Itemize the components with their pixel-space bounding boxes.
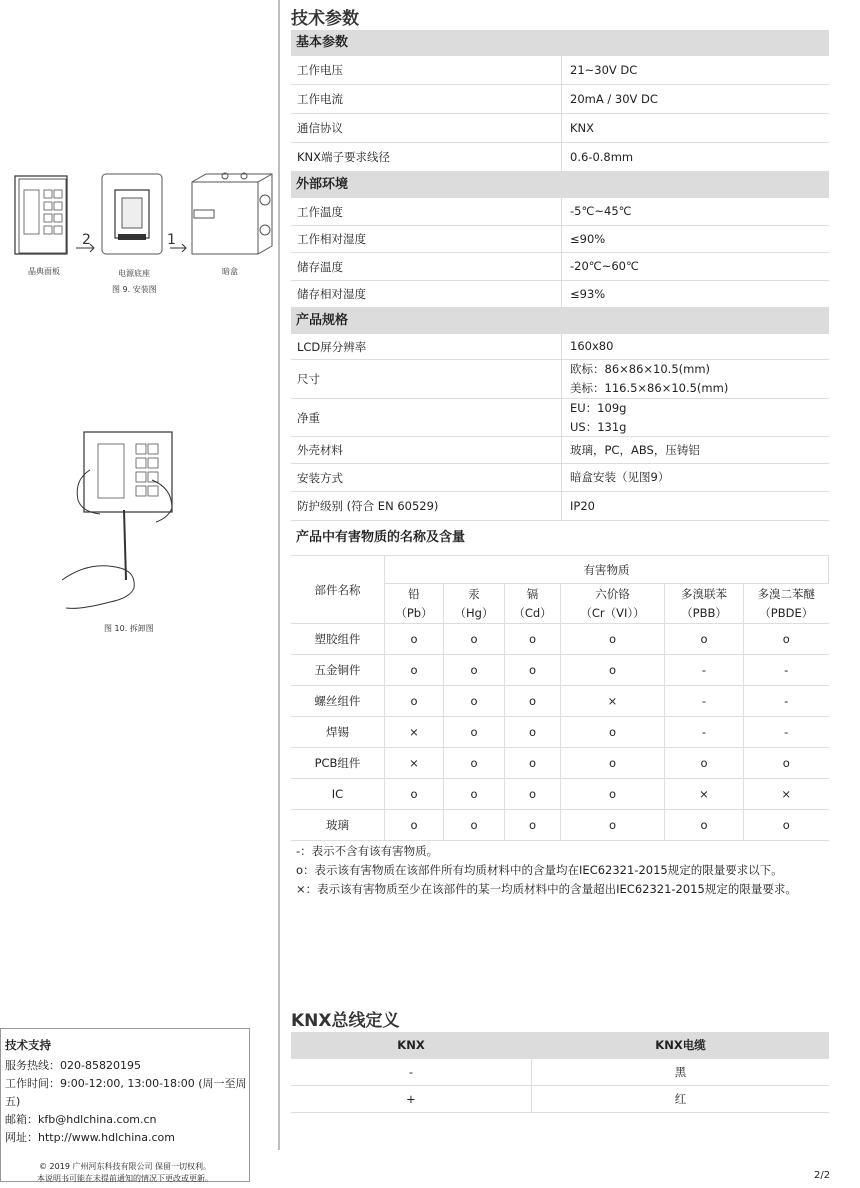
column-divider [278,0,280,1150]
substance-header: 多溴联苯 （PBB） [665,584,744,624]
table-row: IC o o o o × × [291,779,829,810]
table-header-row: KNX KNX电缆 [291,1032,829,1059]
box-label: 暗盒 [222,267,238,276]
panel-label: 晶典面板 [28,267,60,276]
table-row: PCB组件 × o o o o o [291,748,829,779]
tech-params-title: 技术参数 [291,9,359,29]
table-row: LCD屏分辨率 160x80 [291,334,829,360]
substance-header: 多溴二苯醚 （PBDE） [744,584,829,624]
table-row: 工作相对湿度 ≤90% [291,226,829,253]
disclaimer: 本说明书可能在未提前通知的情况下更改或更新。 [37,1174,213,1183]
substance-header: 六价铬 （Cr（VI）） [561,584,665,624]
substance-header: 铅 （Pb） [385,584,444,624]
table-row: 焊锡 × o o o - - [291,717,829,748]
table-row: 塑胶组件 o o o o o o [291,624,829,655]
hazard-table [291,555,829,841]
work-hours: 工作时间：9:00-12:00, 13:00-18:00 (周一至周五) [5,1077,247,1108]
table-row: 工作电流 20mA / 30V DC [291,85,829,114]
table-row: 储存温度 -20℃~60℃ [291,253,829,281]
hazard-title: 产品中有害物质的名称及含量 [296,530,466,545]
table-row: 外壳材料 玻璃，PC，ABS，压铸铝 [291,437,829,464]
step-1-number: 1 [167,232,176,248]
support-title: 技术支持 [5,1038,51,1052]
part-header: 部件名称 [291,556,385,624]
substance-header: 汞 （Hg） [444,584,505,624]
table-row: 储存相对湿度 ≤93% [291,281,829,308]
legend-note: ×：表示该有害物质至少在该部件的某一均质材料中的含量超出IEC62321-2015规定的限量要求。 [296,882,797,896]
table-row: + 红 [291,1086,829,1113]
table-row: 玻璃 o o o o o o [291,810,829,841]
removal-figure [60,430,260,640]
table-row: 防护级别 (符合 EN 60529) IP20 [291,492,829,521]
knx-title: KNX总线定义 [291,1011,400,1031]
figure-10-caption: 图 10. 拆卸图 [104,624,154,633]
basic-params-header: 基本参数 [291,30,829,56]
table-row: 工作电压 21~30V DC [291,56,829,85]
table-row: 工作温度 -5℃~45℃ [291,198,829,226]
step-2-number: 2 [82,232,91,248]
table-row: 螺丝组件 o o o × - - [291,686,829,717]
table-row: 尺寸 欧标：86×86×10.5(mm) 美标：116.5×86×10.5(mm) [291,360,829,399]
substance-group-header: 有害物质 [385,556,829,584]
table-row: - 黑 [291,1059,829,1086]
installation-figure [10,170,275,300]
installation-diagram [10,170,275,270]
copyright: © 2019 广州河东科技有限公司 保留一切权利。 [39,1162,211,1171]
table-row: KNX端子要求线径 0.6-0.8mm [291,143,829,172]
table-row: 通信协议 KNX [291,114,829,143]
legend-note: o：表示该有害物质在该部件所有均质材料中的含量均在IEC62321-2015规定的限量要求以下。 [296,863,783,877]
figure-9-caption: 图 9. 安装图 [112,285,157,294]
table-row: 五金铜件 o o o o - - [291,655,829,686]
removal-diagram [60,430,190,620]
table-row: 安装方式 暗盒安装（见图9） [291,464,829,492]
table-row: 净重 EU：109g US：131g [291,399,829,437]
legend-note: -：表示不含有该有害物质。 [296,844,439,858]
specs-header: 产品规格 [291,308,829,334]
support-box [0,1028,250,1182]
email[interactable]: 邮箱：kfb@hdlchina.com.cn [5,1113,157,1126]
environment-header: 外部环境 [291,172,829,198]
page-number: 2/2 [814,1170,831,1181]
substance-header: 镉 （Cd） [505,584,561,624]
hotline: 服务热线：020-85820195 [5,1059,141,1072]
base-label: 电源底座 [118,269,150,278]
knx-table [291,1032,829,1113]
website-link[interactable]: 网址：http://www.hdlchina.com [5,1131,175,1144]
